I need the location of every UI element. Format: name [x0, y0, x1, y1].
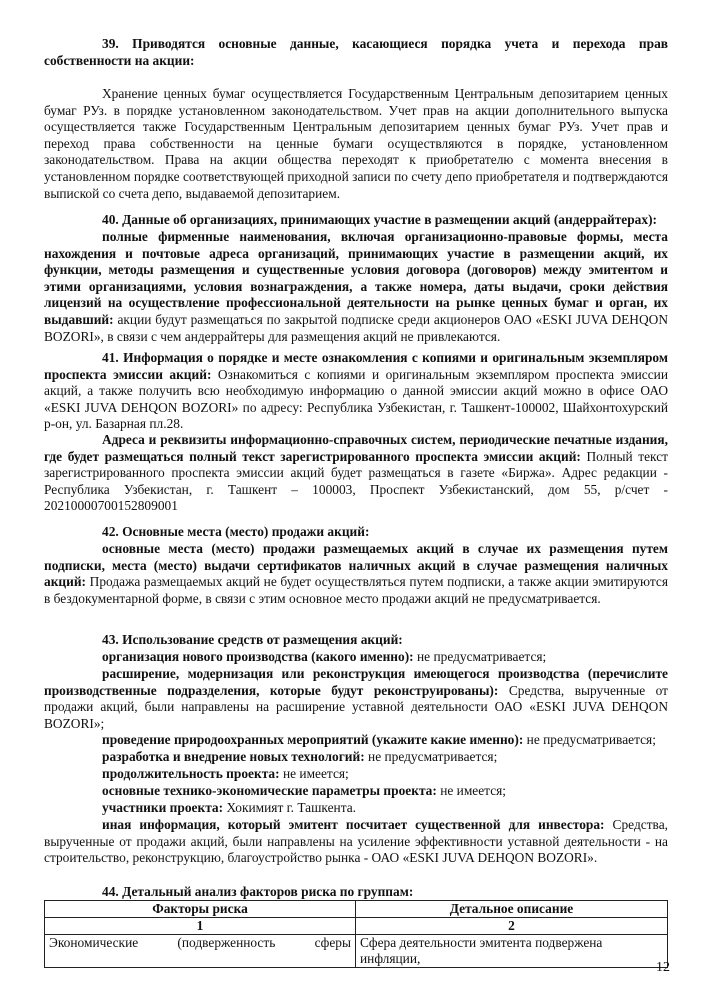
section-41-media — [44, 432, 668, 515]
section-43-item-5 — [44, 766, 668, 783]
section-43-item-7-label: участники проекта: — [102, 800, 224, 815]
section-44-heading: 44. Детальный анализ факторов риска по группам: — [102, 884, 414, 899]
table-header-row — [45, 901, 668, 918]
table-number-row — [45, 918, 668, 935]
risk-description-cell: Сфера деятельности эмитента подвержена инфляции, — [356, 935, 668, 968]
section-43-item-6 — [44, 783, 668, 800]
section-43-item-7 — [44, 800, 668, 817]
page-number: 12 — [656, 960, 670, 975]
risk-factor-cell: Экономические (подверженность сферы — [45, 935, 356, 968]
section-40-body — [44, 229, 668, 345]
section-43-item-2-value: Средства, вырученные от продажи акций, были направлены на расширение уставной деятельности ОАО «ESKI JUVA DEHQON BOZORI»; — [44, 682, 668, 731]
section-43-item-4-value: не предусматривается; — [368, 749, 498, 764]
column-header-description: Детальное описание — [356, 901, 668, 918]
section-42-heading: 42. Основные места (место) продажи акций: — [102, 524, 370, 539]
risk-factors-table — [44, 900, 668, 968]
section-39-heading: 39. Приводятся основные данные, касающиеся порядка учета и перехода прав собственности на акции: — [44, 36, 668, 68]
section-43-item-2-label: расширение, модернизация или реконструкция имеющегося производства (перечислите производственные подразделения, которые будут реконструированы): — [44, 666, 668, 698]
column-number-1: 1 — [45, 918, 356, 935]
section-43-item-8 — [44, 817, 668, 867]
section-42-body — [44, 541, 668, 607]
section-41-media-question: Адреса и реквизиты информационно-справочных систем, периодические печатные издания, где будет размещаться полный текст зарегистрированного проспекта эмиссии акций: — [44, 432, 668, 464]
section-43-heading: 43. Использование средств от размещения акций: — [102, 632, 403, 647]
section-41-body — [44, 350, 668, 433]
section-39-text: Хранение ценных бумаг осуществляется Государственным Центральным депозитарием ценных бумаг РУз. в порядке установленном законодательством. Учет прав на акции дополнительного выпуска осуществляется также Государственным Центральным депозитарием ценных бумаг РУз. Учет прав и переход права собственности на ценные бумаги осуществляются в порядке, установленном законодательством. Права на акции общества переходят к приобретателю с момента внесения в установленном порядке соответствующей приходной записи по счету депо приобретателя и подтверждаются выпиской со счета депо, выдаваемой депозитарием. — [44, 86, 668, 201]
section-43-item-3-value: не предусматривается; — [526, 732, 656, 747]
section-43-item-7-value: Хокимият г. Ташкента. — [226, 800, 357, 815]
section-43-item-1-label: организация нового производства (какого именно): — [102, 649, 414, 664]
section-43-item-2 — [44, 666, 668, 732]
section-43-item-3-label: проведение природоохранных мероприятий (укажите какие именно): — [102, 732, 524, 747]
section-40-answer: акции будут размещаться по закрытой подписке среди акционеров ОАО «ESKI JUVA DEHQON BOZORI», в связи с чем андеррайтеры для размещения акций не привлекаются. — [44, 311, 668, 344]
section-43-item-4 — [44, 749, 668, 766]
section-43-item-6-value: не имеется; — [440, 783, 507, 798]
table-row — [45, 935, 668, 968]
section-41-heading: 41. Информация о порядке и месте ознакомления с копиями и оригинальным экземпляром проспекта эмиссии акций: — [44, 350, 668, 382]
section-43-item-6-label: основные технико-экономические параметры проекта: — [102, 783, 437, 798]
section-43-item-8-label: иная информация, который эмитент посчитает существенной для инвестора: — [102, 817, 605, 832]
section-43-item-4-label: разработка и внедрение новых технологий: — [102, 749, 365, 764]
section-40-question: полные фирменные наименования, включая организационно-правовые формы, места нахождения и почтовые адреса организаций, принимающих участие в размещении акций, их функции, методы размещения и существенные условия договора (договоров) между эмитентом и этими организациями, условия вознаграждения, а также номера, даты выдачи, сроки действия лицензий на осуществление профессиональной деятельности на рынке ценных бумаг и орган, их выдавший: — [44, 229, 668, 327]
section-43-item-1-value: не предусматривается; — [417, 649, 547, 664]
section-41-media-answer: Полный текст зарегистрированного проспекта эмиссии акций будет размещаться в газете «Биржа». Адрес редакции - Республика Узбекистан, г. Ташкент – 100003, Проспект Узбекистанский, дом 55, р/счет - 20210000700152809001 — [44, 448, 668, 514]
section-42-answer: Продажа размещаемых акций не будет осуществляться путем подписки, а также акции эмитируются в бездокументарной форме, в связи с этим основное место продажи акций не предусматривается. — [44, 574, 668, 606]
section-43-item-8-value: Средства, вырученные от продажи акций, были направлены на усиление эффективности уставной деятельности - на строительство, реконструкцию, благоустройство рынка - ОАО «ESKI JUVA DEHQON BOZORI». — [44, 817, 668, 866]
section-42-question: основные места (место) продажи размещаемых акций в случае их размещения путем подписки, места (место) выдачи сертификатов наличных акций в случае размещения наличных акций: — [44, 541, 668, 590]
section-41-answer: Ознакомиться с копиями и оригинальным экземпляром проспекта эмиссии акций, а также получить всю необходимую информацию о данной эмиссии акций можно в офисе ОАО «ESKI JUVA DEHQON BOZORI» по адресу: Республика Узбекистан, г. Ташкент-100002, Шайхонтохурский р-он, ул. Базарная пл.28. — [44, 366, 668, 432]
section-43-item-3 — [44, 732, 668, 749]
column-header-risk-factors: Факторы риска — [45, 901, 356, 918]
section-43-item-5-label: продолжительность проекта: — [102, 766, 280, 781]
section-40-heading: 40. Данные об организациях, принимающих участие в размещении акций (андеррайтерах): — [102, 212, 657, 227]
column-number-2: 2 — [356, 918, 668, 935]
section-43-item-5-value: не имеется; — [282, 766, 349, 781]
section-43-item-1 — [44, 649, 668, 666]
